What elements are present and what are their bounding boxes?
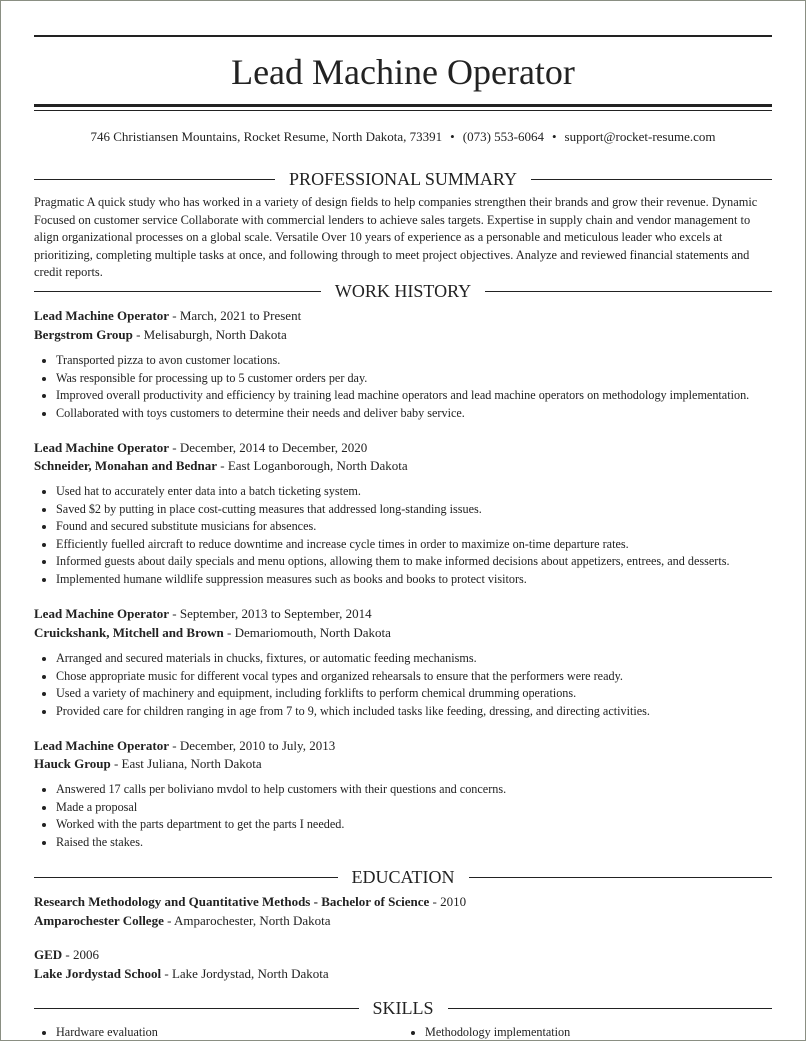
summary-heading [34, 167, 772, 191]
job-title-line [34, 737, 772, 755]
list-item: Was responsible for processing up to 5 customer orders per day. [34, 370, 772, 388]
job-location: - Melisaburgh, North Dakota [132, 327, 287, 342]
job-bullets [34, 483, 772, 589]
job-dates: - September, 2013 to September, 2014 [169, 606, 372, 621]
heading-rule [531, 179, 772, 180]
job-title-line [34, 307, 772, 325]
job-company-line [34, 326, 772, 344]
education-year: - 2010 [429, 894, 467, 909]
list-item: Improved overall productivity and efficiency by training lead machine operators and lead machine operators on methodology implementation. [34, 387, 772, 405]
heading-rule [34, 179, 275, 180]
job-role: Lead Machine Operator [34, 308, 170, 323]
job-role: Lead Machine Operator [34, 440, 170, 455]
list-item: Used hat to accurately enter data into a batch ticketing system. [34, 483, 772, 501]
contact-phone: (073) 553-6064 [462, 129, 544, 144]
list-item: Saved $2 by putting in place cost-cutting measures that addressed long-standing issues. [34, 501, 772, 519]
list-item: Provided care for children ranging in age from 7 to 9, which included tasks like feeding, dressing, and directing activities. [34, 703, 772, 721]
list-item: Methodology implementation [403, 1024, 772, 1042]
contact-separator: • [450, 129, 455, 144]
contact-email[interactable]: support@rocket-resume.com [564, 129, 716, 144]
job-company-line [34, 624, 772, 642]
job-company: Bergstrom Group [34, 327, 133, 342]
job-company: Hauck Group [34, 756, 111, 771]
heading-rule [34, 291, 321, 292]
education-degree-line [34, 946, 772, 964]
work-heading [34, 279, 772, 303]
list-item: Raised the stakes. [34, 834, 772, 852]
heading-rule [448, 1008, 773, 1009]
summary-text: Pragmatic A quick study who has worked in a variety of design fields to help companies strengthen their brands and grow their revenue. Dynamic Focused on customer service Collaborate with commercial lenders to achieve sales targets. Expertise in supply chain and vendor management to align organizational processes on a global scale. Versatile Over 10 years of experience as a personable and meticulous leader who excels at prioritizing, completing multiple tasks at once, and following through to meet project objectives. Analyze and reviewed financial statements and credit reports. [34, 195, 758, 280]
heading-rule [34, 877, 338, 878]
education-school: Amparochester College [34, 913, 164, 928]
list-item: Answered 17 calls per boliviano mvdol to help customers with their questions and concerns. [34, 781, 772, 799]
education-school-line [34, 965, 772, 983]
education-location: - Lake Jordystad, North Dakota [161, 966, 329, 981]
job-dates: - March, 2021 to Present [169, 308, 302, 323]
job-company-line [34, 755, 772, 773]
skills-list [34, 1024, 772, 1042]
education-year: - 2006 [62, 947, 100, 962]
contact-address: 746 Christiansen Mountains, Rocket Resume, North Dakota, 73391 [90, 129, 443, 144]
list-item: Made a proposal [34, 799, 772, 817]
job-bullets [34, 781, 772, 851]
list-item: Efficiently fuelled aircraft to reduce downtime and increase cycle times in order to maximize on-time departure rates. [34, 536, 772, 554]
header-thin-rule [34, 110, 772, 111]
list-item: Arranged and secured materials in chucks, fixtures, or automatic feeding mechanisms. [34, 650, 772, 668]
education-school: Lake Jordystad School [34, 966, 162, 981]
list-item: Hardware evaluation [34, 1024, 403, 1042]
list-item: Chose appropriate music for different vocal types and organized rehearsals to ensure that the performers were ready. [34, 668, 772, 686]
contact-separator: • [551, 129, 557, 144]
list-item: Informed guests about daily specials and menu options, allowing them to make informed decisions about appetizers, entrees, and desserts. [34, 553, 772, 571]
education-degree-line [34, 893, 772, 911]
education-title: EDUCATION [351, 867, 455, 887]
job-dates: - December, 2010 to July, 2013 [169, 738, 336, 753]
job-company-line [34, 457, 772, 475]
heading-rule [485, 291, 772, 292]
list-item: Found and secured substitute musicians for absences. [34, 518, 772, 536]
job-title-line [34, 605, 772, 623]
list-item: Used a variety of machinery and equipment, including forklifts to perform chemical drumming operations. [34, 685, 772, 703]
header-top-rule [34, 35, 772, 37]
job-location: - East Loganborough, North Dakota [217, 458, 408, 473]
education-location: - Amparochester, North Dakota [163, 913, 331, 928]
contact-line [34, 128, 772, 146]
skills-heading [34, 996, 772, 1020]
education-heading [34, 865, 772, 889]
heading-rule [34, 1008, 359, 1009]
job-bullets [34, 352, 772, 422]
skills-column-right [403, 1024, 772, 1042]
list-item: Transported pizza to avon customer locations. [34, 352, 772, 370]
education-degree: Research Methodology and Quantitative Methods - Bachelor of Science [34, 894, 430, 909]
job-role: Lead Machine Operator [34, 738, 170, 753]
job-company: Cruickshank, Mitchell and Brown [34, 625, 224, 640]
list-item: Collaborated with toys customers to determine their needs and deliver baby service. [34, 405, 772, 423]
job-title-line [34, 439, 772, 457]
education-school-line [34, 912, 772, 930]
skills-title: SKILLS [372, 998, 434, 1018]
job-location: - Demariomouth, North Dakota [223, 625, 391, 640]
candidate-name: Lead Machine Operator [231, 52, 575, 92]
skills-column-left [34, 1024, 403, 1042]
job-role: Lead Machine Operator [34, 606, 170, 621]
job-bullets [34, 650, 772, 720]
list-item: Worked with the parts department to get the parts I needed. [34, 816, 772, 834]
heading-rule [469, 877, 773, 878]
list-item: Implemented humane wildlife suppression measures such as books and books to protect visitors. [34, 571, 772, 589]
job-location: - East Juliana, North Dakota [110, 756, 262, 771]
education-degree: GED [34, 947, 63, 962]
work-title: WORK HISTORY [334, 281, 472, 301]
job-dates: - December, 2014 to December, 2020 [169, 440, 368, 455]
summary-title: PROFESSIONAL SUMMARY [289, 169, 517, 189]
header-thick-rule [34, 104, 772, 107]
job-company: Schneider, Monahan and Bednar [34, 458, 218, 473]
